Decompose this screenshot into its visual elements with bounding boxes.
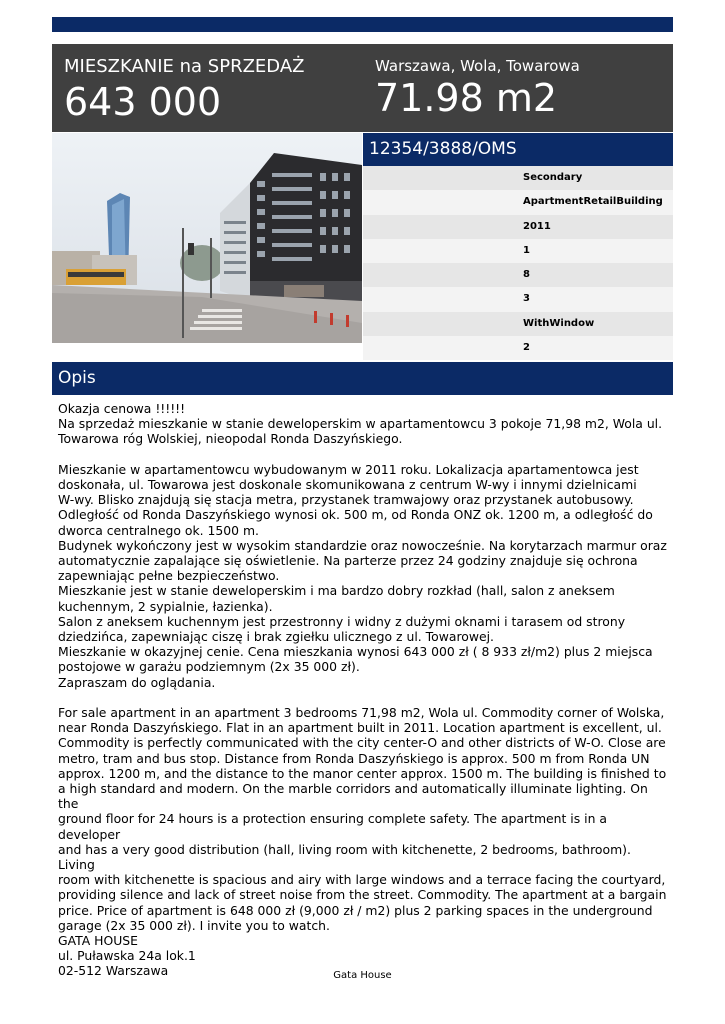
- description-pl-intro: Okazja cenowa !!!!!! Na sprzedaż mieszkanie w stanie deweloperskim w apartamentowcu 3 pokoje 71,98 m2, Wola ul. Towarowa róg Wolskiej, nieopodal Ronda Daszyńskiego.: [58, 401, 663, 447]
- param-row: 8: [363, 263, 673, 287]
- listing-price: 643 000: [64, 80, 222, 124]
- param-row: Secondary: [363, 166, 673, 190]
- property-photo: [52, 133, 362, 343]
- listing-location: Warszawa, Wola, Towarowa: [375, 57, 580, 75]
- param-row: WithWindow: [363, 312, 673, 336]
- listing-type: MIESZKANIE na SPRZEDAŻ: [64, 56, 305, 77]
- param-row: ApartmentRetailBuilding: [363, 190, 673, 214]
- parameters-table: [363, 166, 673, 360]
- header-left: [64, 56, 304, 124]
- paragraph-gap: [58, 447, 670, 462]
- listing-header: [52, 44, 673, 132]
- description-pl-body: Mieszkanie w apartamentowcu wybudowanym w 2011 roku. Lokalizacja apartamentowca jest doskonała, ul. Towarowa jest doskonale skomunikowana z centrum W-wy i innymi dzielnicami W-wy. Blisko znajdują się stacja metra, przystanek tramwajowy oraz przystanek autobusowy. Odległość od Ronda Daszyńskiego wynosi ok. 500 m, od Ronda ONZ ok. 1200 m, a odległość do dworca centralnego ok. 1500 m. Budynek wykończony jest w wysokim standardzie oraz nowocześnie. Na korytarzach marmur oraz automatycznie zapalające się oświetlenie. Na parterze przez 24 godziny znajduje się ochrona zapewniając pełne bezpieczeństwo. Mieszkanie jest w stanie deweloperskim i ma bardzo dobry rozkład (hall, salon z aneksem kuchennym, 2 sypialnie, łazienka). Salon z aneksem kuchennym jest przestronny i widny z dużymi oknami i tarasem od strony dziedzińca, zapewniając ciszę i brak zgiełku ulicznego z ul. Towarowej. Mieszkanie w okazyjnej cenie. Cena mieszkania wynosi 643 000 zł ( 8 933 zł/m2) plus 2 miejsca postojowe w garażu podziemnym (2x 35 000 zł). Zapraszam do oglądania.: [58, 461, 667, 690]
- reference-number: 12354/3888/OMS: [363, 133, 673, 166]
- listing-area: 71.98 m2: [375, 76, 558, 120]
- description: [58, 401, 670, 979]
- footer-text: Gata House: [333, 970, 392, 981]
- paragraph-gap: [58, 690, 670, 705]
- section-title: Opis: [52, 362, 673, 395]
- top-accent-bar: [52, 17, 673, 32]
- param-row: 1: [363, 239, 673, 263]
- description-en: For sale apartment in an apartment 3 bedrooms 71,98 m2, Wola ul. Commodity corner of Wolska, near Ronda Daszyńskiego. Flat in an apartment built in 2011. Location apartment is excellent, ul. Commodity is perfectly communicated with the city center-O and other districts of W-O. Close are metro, tram and bus stop. Distance from Ronda Daszyńskiego is approx. 500 m from Ronda UN approx. 1200 m, and the distance to the manor center approx. 1500 m. The building is finished to a high standard and modern. On the marble corridors and automatically illuminate lighting. On the ground floor for 24 hours is a protection ensuring complete safety. The apartment is in a developer and has a very good distribution (hall, living room with kitchenette, 2 bedrooms, bathroom). Living room with kitchenette is spacious and airy with large windows and a terrace facing the courtyard, providing silence and lack of street noise from the street. Commodity. The apartment at a bargain price. Price of apartment is 648 000 zł (9,000 zł / m2) plus 2 parking spaces in the underground garage (2x 35 000 zł). I invite you to watch. GATA HOUSE ul. Puławska 24a lok.1 02-512 Warszawa: [58, 705, 667, 979]
- param-row: 2: [363, 336, 673, 360]
- property-photo-illustration: [52, 133, 362, 343]
- header-right: [375, 56, 580, 120]
- param-row: 2011: [363, 215, 673, 239]
- param-row: 3: [363, 287, 673, 311]
